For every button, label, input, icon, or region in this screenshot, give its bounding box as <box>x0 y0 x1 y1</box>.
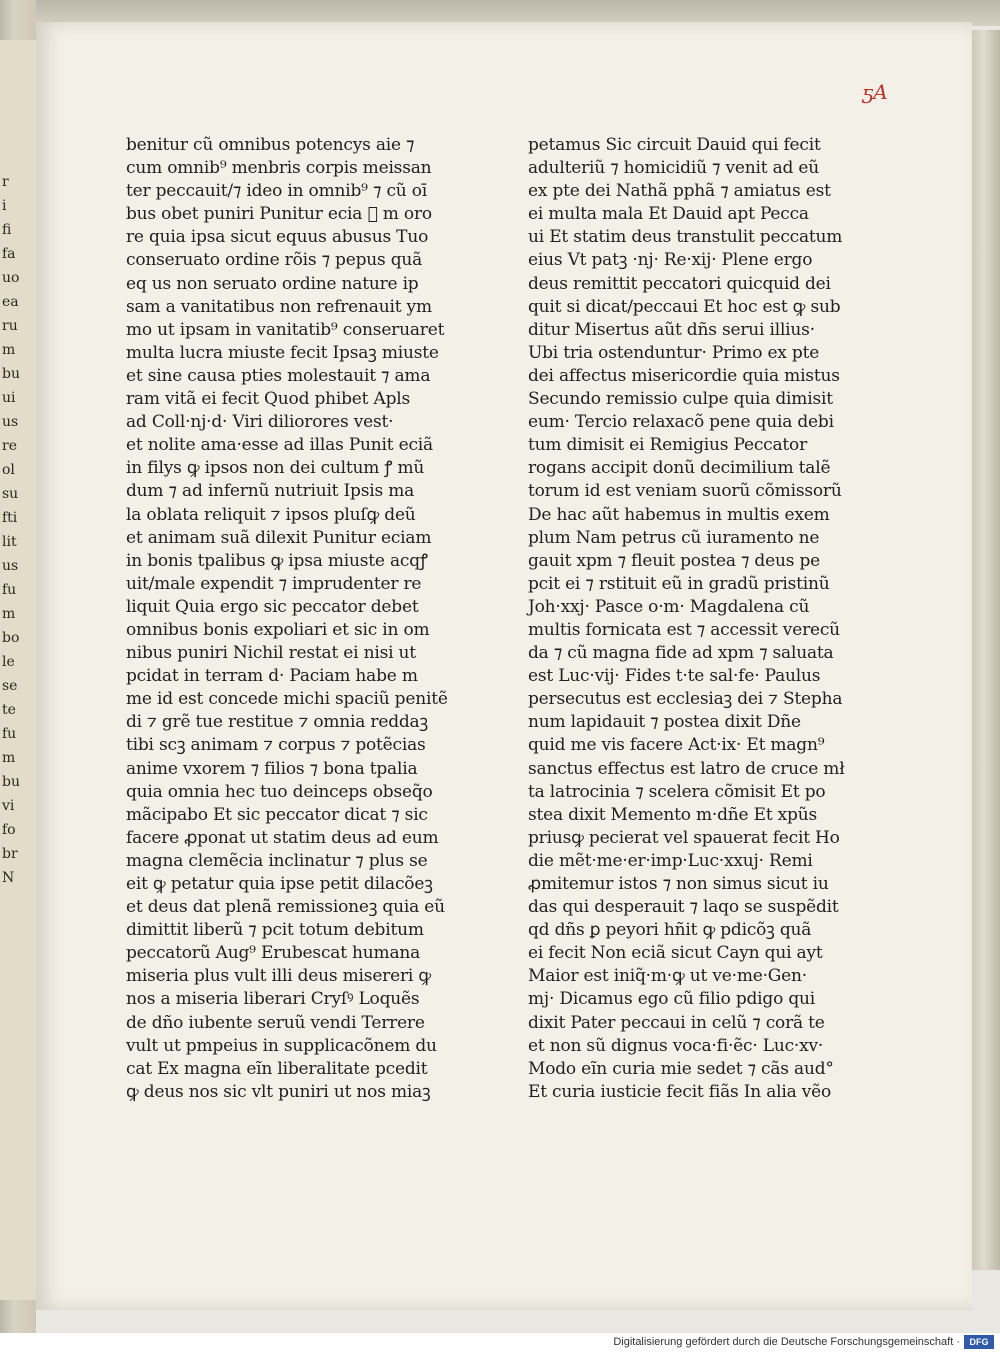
text-line: dimittit liberũ ⁊ pcit totum debitum <box>126 920 424 941</box>
text-line: benitur cũ omnibus potencys aie ⁊ <box>126 135 415 155</box>
text-line: qd dñs ꝑ peyori hñit ꝙ pdicõꝫ quã <box>528 920 812 941</box>
text-line: ei multa mala Et Dauid apt Pecca <box>528 204 809 225</box>
text-line: plum Nam petrus cũ iuramento ne <box>528 527 820 548</box>
text-line: quid me vis facere Act·ix· Et magn⁹ <box>528 735 825 756</box>
text-line: me id est concede michi spaciũ penitẽ <box>126 689 448 710</box>
text-line: omnibus bonis expoliari et sic in om <box>126 619 430 640</box>
text-line: mj· Dicamus ego cũ filio pdigo qui <box>528 989 816 1010</box>
text-line: anime vxorem ⁊ filios ⁊ bona tpalia <box>126 758 418 779</box>
text-line: pcit ei ⁊ rstituit eũ in gradũ pristinũ <box>528 573 830 594</box>
text-line: petamus Sic circuit Dauid qui fecit <box>528 135 821 155</box>
text-line: De hac aũt habemus in multis exem <box>528 504 830 525</box>
facing-page-text: r i fi fa uo ea ru m bu ui us re ol su fti lit us fu m bo le se te fu m bu vi fo br N <box>2 174 20 886</box>
text-line: dei affectus misericordie quia mistus <box>528 365 840 386</box>
text-line: magna clemẽcia inclinatur ⁊ plus se <box>126 850 428 871</box>
text-line: de dño iubente seruũ vendi Terrere <box>126 1012 425 1033</box>
text-line: miseria plus vult illi deus misereri ꝙ <box>126 966 431 987</box>
text-line: tum dimisit ei Remigius Peccator <box>528 435 807 456</box>
funding-notice: Digitalisierung gefördert durch die Deutsche Forschungsgemeinschaft · <box>613 1336 960 1348</box>
text-line: in filys ꝙ ipsos non dei cultum ꝭ mũ <box>126 458 425 479</box>
text-line: Joh·xxj· Pasce o·m· Magdalena cũ <box>528 596 810 617</box>
text-line: sam a vanitatibus non refrenauit ym <box>126 296 432 317</box>
text-line: la oblata reliquit ⁊ ipsos pluſꝙ deũ <box>126 504 416 525</box>
text-line: cum omnib⁹ menbris corpis meissan <box>126 158 432 179</box>
text-line: Maior est iniq̃·m·ꝙ ut ve·me·Gen· <box>528 966 807 987</box>
text-line: dum ⁊ ad infernũ nutriuit Ipsis ma <box>126 481 415 502</box>
text-line: multis fornicata est ⁊ accessit verecũ <box>528 619 840 640</box>
text-line: das qui desperauit ⁊ laqo se suspẽdit <box>528 897 839 918</box>
text-line: ram vitã ei fecit Quod phibet Apls <box>126 389 411 410</box>
text-line: ter peccauit/⁊ ideo in omnib⁹ ⁊ cũ oī <box>126 181 427 202</box>
text-line: in bonis tpalibus ꝙ ipsa miuste acqꝭ <box>126 550 428 571</box>
text-line: ꝓmitemur istos ⁊ non simus sicut iu <box>528 874 829 894</box>
footer-bar <box>0 1333 1000 1353</box>
text-line: est Luc·vij· Fides t·te sal·fe· Paulus <box>528 666 821 687</box>
text-line: die mẽt·me·er·imp·Luc·xxuj· Remi <box>528 850 813 871</box>
text-line: rogans accipit donũ decimilium talẽ <box>528 458 831 479</box>
dfg-logo: DFG <box>964 1335 994 1349</box>
text-line: mãcipabo Et sic peccator dicat ⁊ sic <box>126 804 428 825</box>
text-line: facere ꝓponat ut statim deus ad eum <box>126 827 439 848</box>
text-line: persecutus est ecclesiaꝫ dei ⁊ Stepha <box>528 689 843 710</box>
text-line: gauit xpm ⁊ fleuit postea ⁊ deus pe <box>528 550 820 571</box>
text-line: conseruato ordine rõis ⁊ pepus quã <box>126 250 423 271</box>
text-line: ex pte dei Nathã pphã ⁊ amiatus est <box>528 181 831 202</box>
text-line: ei fecit Non eciã sicut Cayn qui ayt <box>528 943 823 964</box>
folio-number: ƽA <box>862 80 888 104</box>
text-line: Et curia iusticie fecit fiãs In alia vẽo <box>528 1081 832 1102</box>
text-line: da ⁊ cũ magna fide ad xpm ⁊ saluata <box>528 643 834 664</box>
text-line: et non sũ dignus voca·fi·ẽc· Luc·xv· <box>528 1035 824 1056</box>
text-line: uit/male expendit ⁊ imprudenter re <box>126 573 422 594</box>
text-line: ditur Misertus aũt dñs serui illius· <box>528 319 815 340</box>
text-line: et animam suã dilexit Punitur eciam <box>126 527 432 548</box>
right-text-column <box>528 134 878 1104</box>
text-line: torum id est veniam suorũ cõmissorũ <box>528 481 842 502</box>
text-line: stea dixit Memento m·dñe Et xpũs <box>528 804 818 825</box>
text-line: num lapidauit ⁊ postea dixit Dñe <box>528 712 801 733</box>
text-line: ad Coll·nj·d· Viri diliorores vest· <box>126 412 394 433</box>
text-line: Ubi tria ostenduntur· Primo ex pte <box>528 342 820 363</box>
text-line: quit si dicat/peccaui Et hoc est ꝙ sub <box>528 296 841 317</box>
text-line: eius Vt patꝫ ·nj· Re·xij· Plene ergo <box>528 250 813 271</box>
text-line: peccatorũ Aug⁹ Erubescat humana <box>126 943 421 964</box>
text-line: et nolite ama·esse ad illas Punit eciã <box>126 435 433 456</box>
text-line: bus obet puniri Punitur ecia ᷓ m oro <box>126 204 432 225</box>
text-line: adulteriũ ⁊ homicidiũ ⁊ venit ad eũ <box>528 158 820 179</box>
text-line: eum· Tercio relaxacõ pene quia debi <box>528 412 834 433</box>
text-line: cat Ex magna eĩn liberalitate pcedit <box>126 1058 428 1079</box>
text-line: ta latrocinia ⁊ scelera cõmisit Et po <box>528 781 826 802</box>
text-line: liquit Quia ergo sic peccator debet <box>126 596 419 617</box>
text-line: ꝙ deus nos sic vlt puniri ut nos miaꝫ <box>126 1081 431 1102</box>
text-line: di ⁊ grẽ tue restitue ⁊ omnia reddaꝫ <box>126 712 428 733</box>
text-line: Modo eĩn curia mie sedet ⁊ cãs aud° <box>528 1058 834 1079</box>
text-line: nibus puniri Nichil restat ei nisi ut <box>126 643 416 664</box>
text-line: eit ꝙ petatur quia ipse petit dilacõeꝫ <box>126 874 433 894</box>
text-line: Secundo remissio culpe quia dimisit <box>528 389 833 410</box>
text-line: priusꝙ pecierat vel spauerat fecit Ho <box>528 827 840 848</box>
text-line: vult ut pmpeius in supplicacõnem du <box>126 1035 437 1056</box>
text-line: nos a miseria liberari Cryſꝰ Loquẽs <box>126 989 420 1010</box>
text-line: multa lucra miuste fecit Ipsaꝫ miuste <box>126 342 439 363</box>
text-line: et deus dat plenã remissioneꝫ quia eũ <box>126 897 445 918</box>
text-line: ui Et statim deus transtulit peccatum <box>528 227 843 248</box>
book-right-edge <box>968 30 1000 1270</box>
facing-page-edge <box>0 40 40 1300</box>
text-line: eq us non seruato ordine nature ip <box>126 273 419 294</box>
text-line: dixit Pater peccaui in celũ ⁊ corã te <box>528 1012 825 1033</box>
text-line: re quia ipsa sicut equus abusus Tuo <box>126 227 429 248</box>
text-line: quia omnia hec tuo deinceps obseq̃o <box>126 781 433 802</box>
text-line: et sine causa pties molestauit ⁊ ama <box>126 365 431 386</box>
text-line: pcidat in terram d· Paciam habe m <box>126 666 418 687</box>
text-line: deus remittit peccatori quicquid dei <box>528 273 831 294</box>
text-line: sanctus effectus est latro de cruce mł <box>528 758 845 779</box>
text-line: mo ut ipsam in vanitatib⁹ conseruaret <box>126 319 445 340</box>
text-line: tibi scꝫ animam ⁊ corpus ⁊ potẽcias <box>126 735 426 756</box>
left-text-column <box>126 134 476 1104</box>
